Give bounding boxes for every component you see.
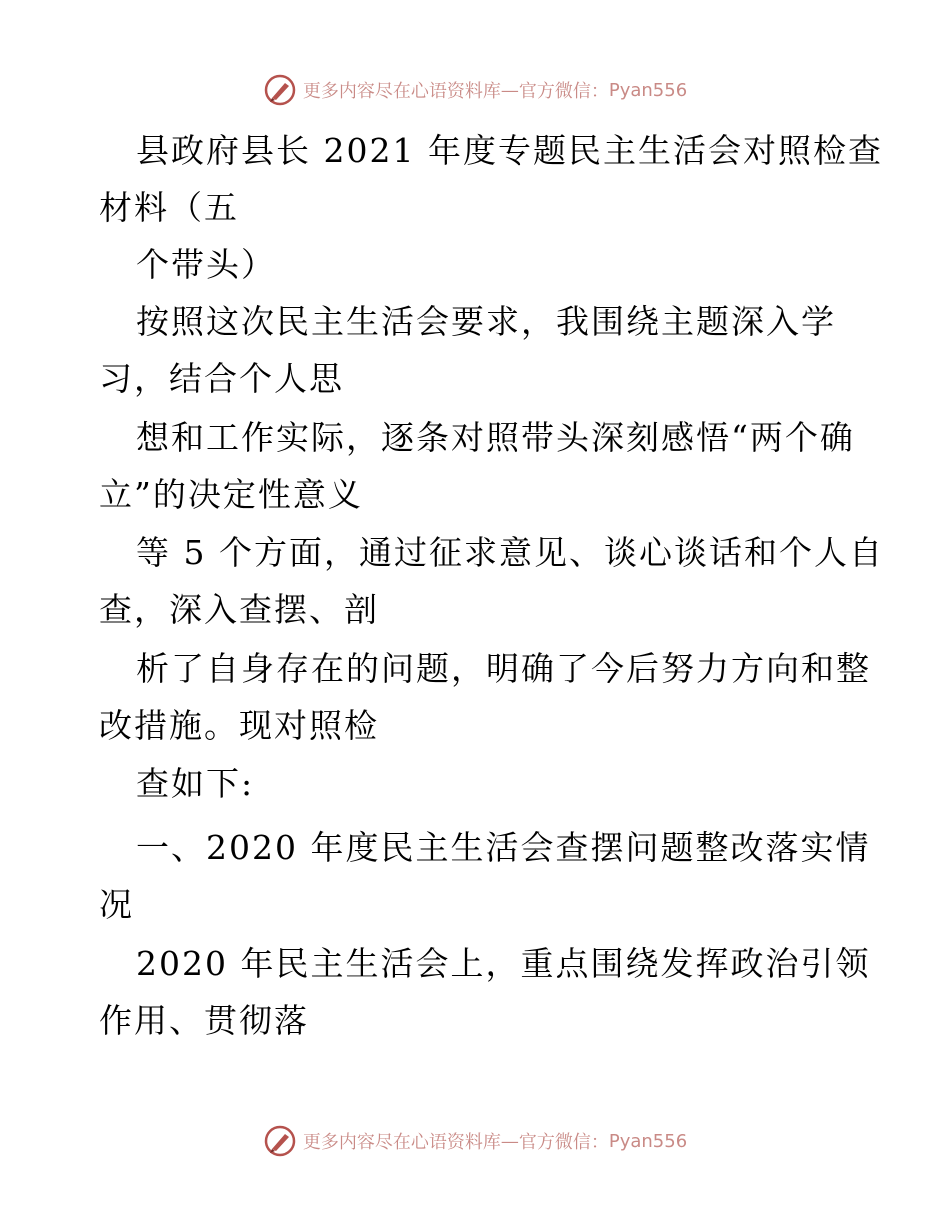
- doc-paragraph-line: 析了自身存在的问题，明确了今后努力方向和整: [136, 649, 871, 688]
- section-heading-line-2: 况: [99, 885, 134, 924]
- watermark-text: 更多内容尽在心语资料库: [302, 81, 501, 102]
- doc-paragraph-line: 等 5 个方面，通过征求意见、谈心谈话和个人自: [136, 533, 884, 572]
- section-heading-line-1: 一、2020 年度民主生活会查摆问题整改落实情: [136, 828, 871, 867]
- doc-paragraph-line: 按照这次民主生活会要求，我围绕主题深入学: [136, 302, 836, 341]
- watermark-text: 更多内容尽在心语资料库: [302, 1132, 501, 1153]
- doc-title-line-3: 个带头）: [136, 245, 276, 284]
- doc-title-line-1: 县政府县长 2021 年度专题民主生活会对照检查: [136, 131, 883, 170]
- watermark-wechat-id: Pyan556: [608, 79, 688, 101]
- header-watermark: [0, 70, 950, 110]
- pen-logo-icon: [263, 1124, 297, 1158]
- doc-paragraph-line: 查，深入查摆、剖: [99, 590, 379, 629]
- watermark-suffix: 官方微信：: [518, 81, 609, 102]
- watermark-suffix: 官方微信：: [518, 1132, 609, 1153]
- doc-title-line-2: 材料（五: [99, 188, 239, 227]
- doc-paragraph-line: 查如下:: [136, 764, 255, 803]
- doc-paragraph-line: 作用、贯彻落: [99, 1001, 309, 1040]
- watermark-wechat-id: Pyan556: [608, 1130, 688, 1152]
- doc-paragraph-line: 想和工作实际，逐条对照带头深刻感悟“两个确: [136, 418, 855, 457]
- watermark-separator: —: [500, 79, 519, 101]
- footer-watermark: [0, 1121, 950, 1161]
- doc-paragraph-line: 立”的决定性意义: [99, 475, 363, 514]
- watermark-separator: —: [500, 1130, 519, 1152]
- pen-logo-icon: [263, 73, 297, 107]
- doc-paragraph-line: 改措施。现对照检: [99, 706, 379, 745]
- doc-paragraph-line: 2020 年民主生活会上，重点围绕发挥政治引领: [136, 944, 871, 983]
- doc-paragraph-line: 习，结合个人思: [99, 359, 344, 398]
